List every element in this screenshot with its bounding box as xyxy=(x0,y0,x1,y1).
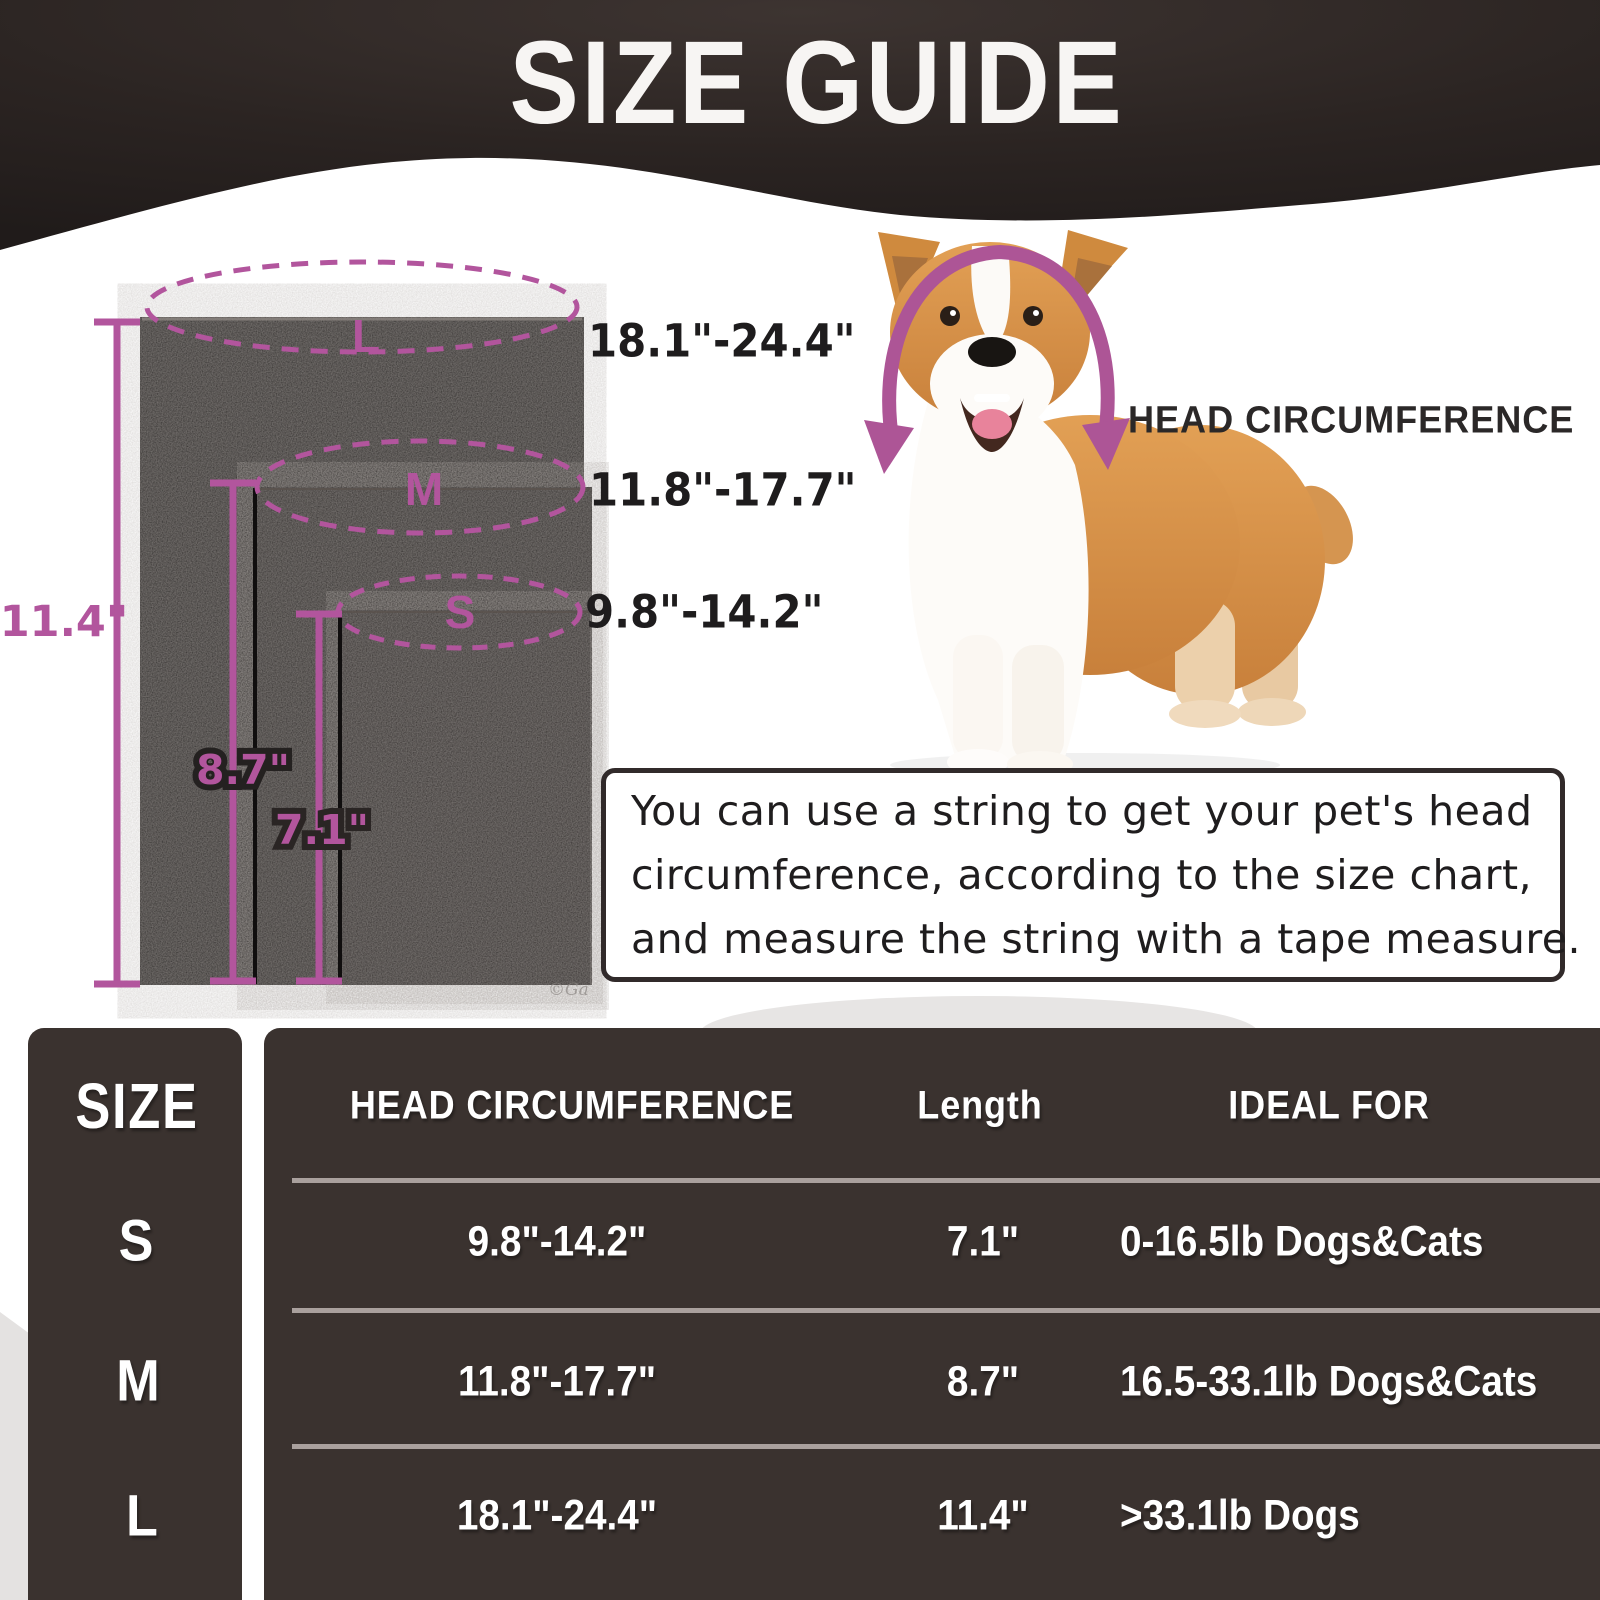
circumference-label-small: 9.8"-14.2" xyxy=(585,585,824,639)
table-separator xyxy=(292,1444,1600,1449)
product-size-letter-M: M xyxy=(404,463,444,515)
length-label-medium: 8.7" xyxy=(196,746,290,794)
cell-s-circumference: 9.8"-14.2" xyxy=(467,1217,647,1266)
page-title: SIZE GUIDE xyxy=(509,17,1125,149)
cell-s-length: 7.1" xyxy=(946,1217,1020,1266)
cell-l-length: 11.4" xyxy=(937,1491,1029,1540)
table-separator xyxy=(292,1178,1600,1183)
cell-m-length: 8.7" xyxy=(946,1357,1020,1406)
cell-m-circumference: 11.8"-17.7" xyxy=(457,1357,657,1406)
circumference-label-medium: 11.8"-17.7" xyxy=(589,463,857,517)
corgi-dog-photo xyxy=(878,230,1366,777)
col-header-length: Length xyxy=(917,1083,1043,1128)
length-label-large: 11.4" xyxy=(0,597,129,647)
table-separator xyxy=(292,1308,1600,1313)
row-letter-m: M xyxy=(116,1348,160,1414)
row-letter-s: S xyxy=(118,1208,154,1274)
note-line-3: and measure the string with a tape measure. xyxy=(631,915,1582,963)
note-line-2: circumference, according to the size chart, xyxy=(631,851,1533,899)
measuring-instructions-box xyxy=(601,768,1582,982)
head-circumference-caption: HEAD CIRCUMFERENCE xyxy=(1128,399,1575,442)
row-letter-l: L xyxy=(126,1483,158,1549)
product-size-letter-L: L xyxy=(351,310,381,362)
cell-l-ideal-for: >33.1lb Dogs xyxy=(1120,1491,1360,1540)
length-label-small: 7.1" xyxy=(275,806,369,854)
product-panel-small xyxy=(339,610,590,985)
product-size-letter-S: S xyxy=(444,586,476,638)
cell-l-circumference: 18.1"-24.4" xyxy=(456,1491,658,1540)
note-line-1: You can use a string to get your pet's head xyxy=(631,787,1533,835)
col-header-ideal-for: IDEAL FOR xyxy=(1228,1083,1430,1128)
circumference-label-large: 18.1"-24.4" xyxy=(588,314,856,368)
table-corner-label: SIZE xyxy=(75,1070,199,1142)
watermark: ©Ga xyxy=(548,980,589,1000)
cell-m-ideal-for: 16.5-33.1lb Dogs&Cats xyxy=(1120,1357,1538,1406)
cell-s-ideal-for: 0-16.5lb Dogs&Cats xyxy=(1120,1217,1484,1266)
col-header-head-circumference: HEAD CIRCUMFERENCE xyxy=(349,1083,795,1128)
dimension-line-large xyxy=(94,322,140,984)
